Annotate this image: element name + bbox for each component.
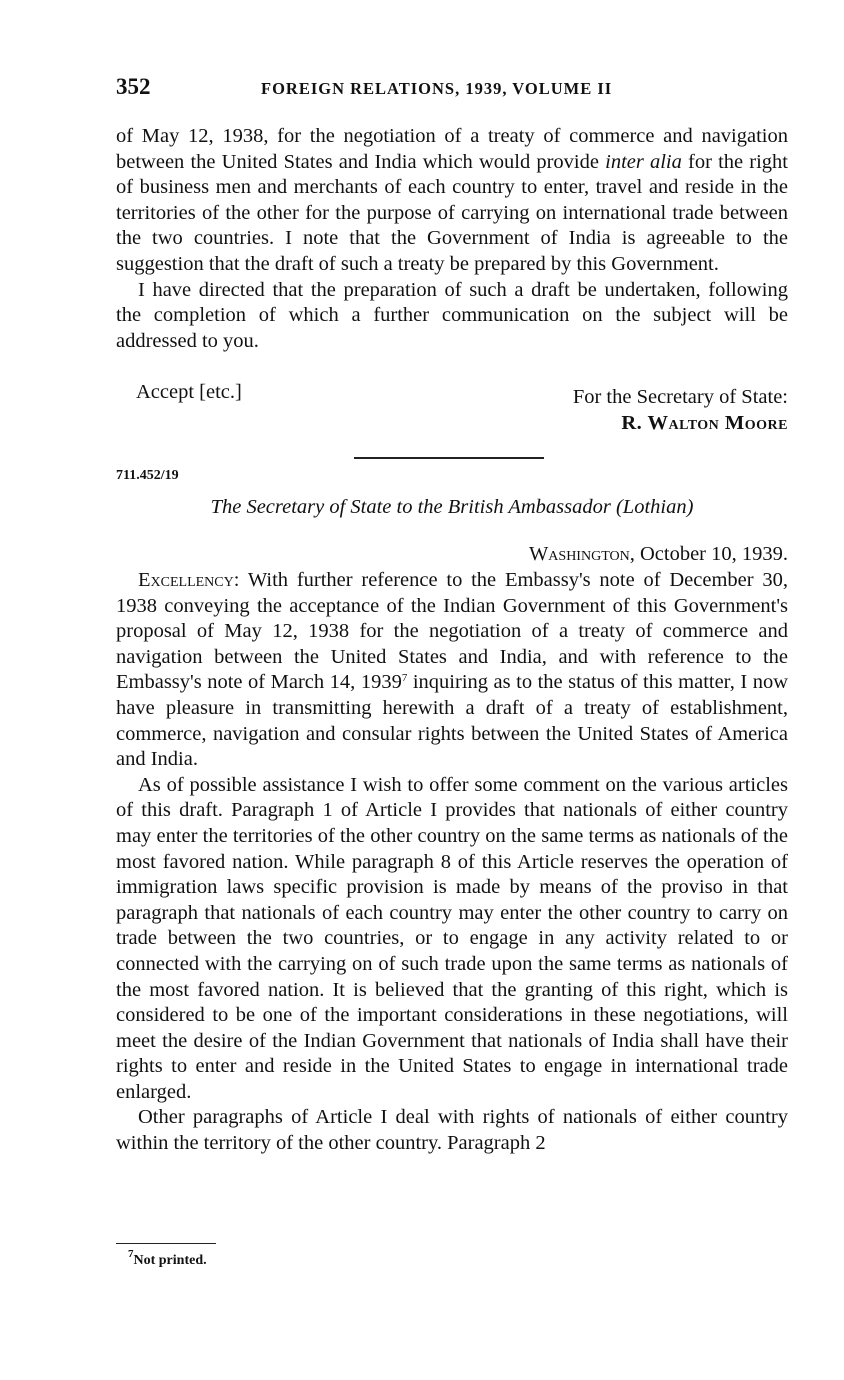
running-title: FOREIGN RELATIONS, 1939, VOLUME II — [261, 79, 613, 98]
letter-continuation — [116, 124, 788, 354]
closing-text: Accept [etc.] — [136, 381, 242, 403]
letter-closing — [136, 380, 788, 436]
footnote — [128, 1248, 207, 1269]
footnote-marker: 7 — [128, 1248, 134, 1260]
continuation-paragraph: of May 12, 1938, for the negotiation of a treaty of commerce and navigation between the United States and India which would provide inter alia for the right of business men and merchants of each country to enter, travel and reside in the territories of the other for the purpose of carrying on international trade between the two countries. I note that the Government of India is agreeable to the suggestion that the draft of such a treaty be prepared by this Government. — [116, 125, 788, 275]
article-paragraph: Other paragraphs of Article I deal with rights of nationals of either country within the territory of the other country. Paragraph 2 — [116, 1106, 788, 1155]
dateline — [529, 543, 788, 566]
dateline-date: , October 10, 1939. — [629, 543, 788, 565]
footnote-ref: 7 — [401, 672, 408, 685]
commentary-paragraph: As of possible assistance I wish to offer some comment on the various articles of this draft. Paragraph 1 of Article I provides that nationals of either country may enter the territories of the other country on the same terms as nationals of the most favored nation. While paragraph 8 of this Article reserves the operation of immigration laws specific provision is made by means of the proviso in that paragraph that nationals of each country may enter the other country to carry on trade between the two countries, or to engage in any activity related to or connected with the carrying on of such trade upon the same terms as nationals of the most favored nation. It is believed that the granting of this right, which is considered to be one of the important considerations in these negotiations, will meet the desire of the Indian Government that nationals of India shall have their rights to enter and reside in the United States to engage in international trade enlarged. — [116, 773, 788, 1103]
signature-intro: For the Secretary of State: — [572, 386, 788, 408]
signature-name: R. Walton Moore — [621, 411, 788, 434]
page-number: 352 — [116, 74, 151, 99]
footnote-text: Not printed. — [133, 1253, 207, 1268]
letter-body — [116, 568, 788, 1157]
document-title: The Secretary of State to the British Ambassador (Lothian) — [210, 496, 694, 518]
latin-phrase: inter alia — [605, 150, 682, 173]
file-number: 711.452/19 — [116, 468, 179, 483]
page-header — [116, 74, 788, 104]
dateline-place: Washington — [528, 543, 630, 565]
opening-paragraph: Excellency: With further reference to the Embassy's note of December 30, 1938 conveying the acceptance of the Indian Government of this Government's proposal of May 12, 1938 for the negotiation of a treaty of commerce and navigation between the United States and India, and with reference to the Embassy's note of March 14, 1939$^7$ inquiring as to the status of this matter, I now have pleasure in transmitting herewith a draft of a treaty of establishment, commerce, navigation and consular rights between the United States of America and India. — [116, 569, 788, 771]
salutation: Excellency — [138, 569, 234, 591]
section-divider — [354, 457, 544, 459]
footnote-divider — [116, 1243, 216, 1244]
signature-block — [573, 385, 788, 436]
directive-paragraph: I have directed that the preparation of such a draft be undertaken, following the completion of which a further communication on the subject will be addressed to you. — [116, 278, 788, 352]
